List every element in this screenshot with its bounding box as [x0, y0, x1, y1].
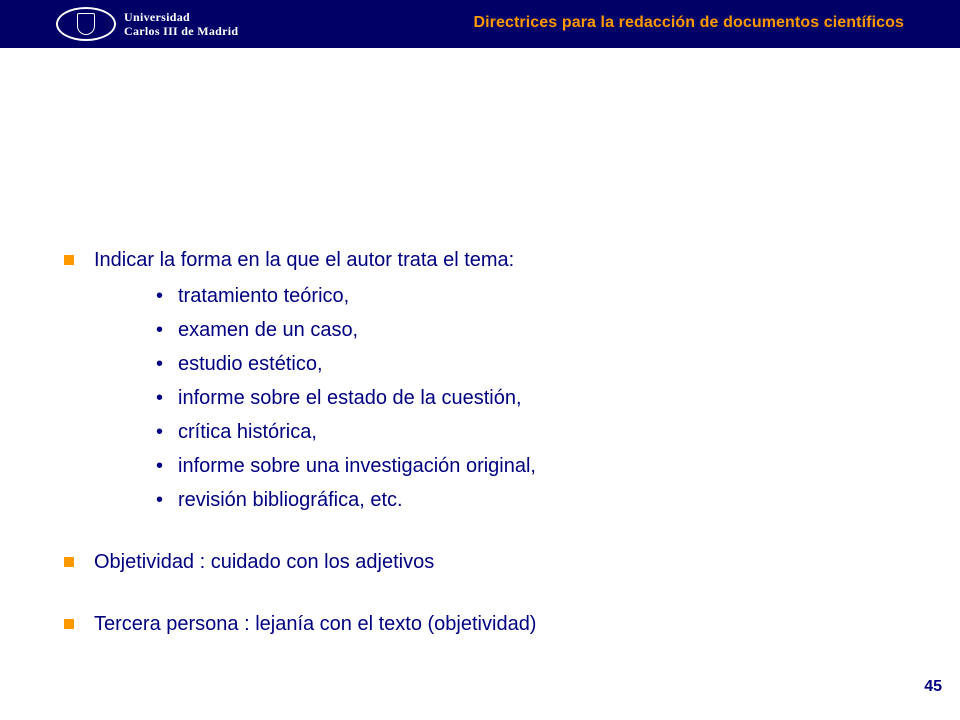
dot-bullet-icon: •	[156, 353, 164, 375]
bullet-item	[64, 248, 924, 272]
square-bullet-icon	[64, 255, 74, 265]
slide-content	[64, 248, 924, 636]
university-name-line1: Universidad	[124, 10, 190, 24]
page-number: 45	[924, 678, 942, 695]
dot-bullet-icon: •	[156, 285, 164, 307]
dot-bullet-icon: •	[156, 455, 164, 477]
sub-bullet-item	[156, 386, 924, 410]
university-name	[124, 10, 238, 38]
presentation-title: Directrices para la redacción de documentos científicos	[473, 14, 904, 31]
dot-bullet-icon: •	[156, 489, 164, 511]
sub-bullet-text: estudio estético,	[178, 353, 323, 375]
sub-bullet-item	[156, 488, 924, 512]
university-logo	[56, 6, 238, 42]
sub-bullet-item	[156, 352, 924, 376]
sub-bullet-text: tratamiento teórico,	[178, 285, 350, 307]
dot-bullet-icon: •	[156, 319, 164, 341]
bullet-item	[64, 550, 924, 574]
sub-bullet-item	[156, 420, 924, 444]
sub-bullet-item	[156, 318, 924, 342]
sub-bullet-text: examen de un caso,	[178, 319, 359, 341]
square-bullet-icon	[64, 557, 74, 567]
university-name-line2: Carlos III de Madrid	[124, 24, 239, 38]
dot-bullet-icon: •	[156, 421, 164, 443]
square-bullet-icon	[64, 619, 74, 629]
bullet-text: Tercera persona : lejanía con el texto (objetividad)	[94, 613, 537, 635]
sub-bullet-item	[156, 284, 924, 308]
sub-bullet-text: revisión bibliográfica, etc.	[178, 489, 403, 511]
sub-bullet-text: informe sobre una investigación original,	[178, 455, 536, 477]
sub-bullet-text: informe sobre el estado de la cuestión,	[178, 387, 522, 409]
dot-bullet-icon: •	[156, 387, 164, 409]
bullet-item	[64, 612, 924, 636]
sub-bullet-text: crítica histórica,	[178, 421, 317, 443]
bullet-text: Indicar la forma en la que el autor trata el tema:	[94, 249, 515, 271]
university-seal-icon	[56, 7, 116, 41]
header-bar	[0, 0, 960, 48]
bullet-text: Objetividad : cuidado con los adjetivos	[94, 551, 435, 573]
sub-bullet-item	[156, 454, 924, 478]
sub-bullet-list	[156, 284, 924, 512]
